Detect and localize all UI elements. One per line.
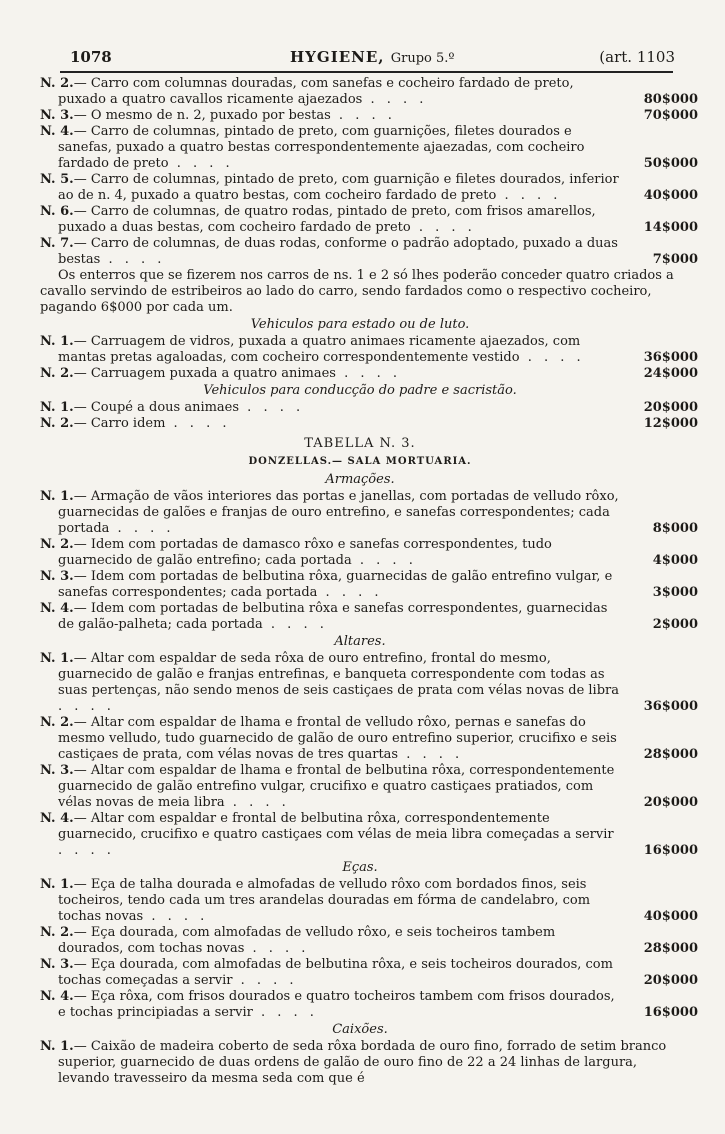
- entry-number: N. 2.: [40, 366, 74, 381]
- entry-number: N. 3.: [40, 569, 74, 584]
- entry-number: N. 1.: [40, 1039, 74, 1054]
- entry-price: 28$000: [643, 747, 698, 762]
- page-header: [60, 48, 675, 68]
- entry-body: [40, 569, 680, 601]
- entry-body: [40, 715, 680, 763]
- entry-body: [40, 989, 680, 1021]
- entry-number: N. 2.: [40, 537, 74, 552]
- estado-list: [40, 334, 698, 382]
- page-number: 1078: [70, 48, 112, 66]
- carros-list: [40, 76, 698, 268]
- tabella-heading: TABELLA N. 3.: [304, 436, 416, 451]
- entry-number: N. 3.: [40, 763, 74, 778]
- entry-price: 14$000: [643, 220, 698, 235]
- entry-price: 3$000: [652, 585, 698, 600]
- entry-text: — Altar com espaldar de lhama e frontal de belbutina rôxa, correspondentemente guarnecido de galão entrefino vulgar, crucifixo e quatro castiçaes pratiados, com vélas novas de meia libra: [58, 763, 615, 810]
- leader-dots: . . . .: [519, 350, 585, 365]
- entry-text: — Carro de columnas, pintado de preto, com guarnição e filetes dourados, inferior ao de n. 4, puxado a quatro bestas, com cocheiro fardado de preto: [58, 172, 619, 203]
- entry-price: 40$000: [643, 188, 698, 203]
- leader-dots: . . . .: [100, 252, 166, 267]
- entry-number: N. 1.: [40, 489, 74, 504]
- leader-dots: . . . .: [58, 699, 115, 714]
- entry-text: — Carruagem de vidros, puxada a quatro animaes ricamente ajaezados, com mantas pretas agaloadas, com cocheiro correspondentemente vestido: [58, 334, 581, 365]
- entry-text: — Carruagem puxada a quatro animaes: [73, 366, 336, 381]
- article-ref: (art. 1103: [599, 48, 675, 66]
- entry-body: [40, 334, 680, 366]
- leader-dots: . . . .: [168, 156, 234, 171]
- price-entry: [40, 172, 698, 204]
- entry-text: — O mesmo de n. 2, puxado por bestas: [73, 108, 331, 123]
- entry-price: 12$000: [643, 416, 698, 431]
- entry-body: [40, 124, 680, 172]
- leader-dots: . . . .: [330, 108, 396, 123]
- entry-body: [40, 877, 680, 925]
- armacoes-list: [40, 489, 698, 633]
- price-entry: [40, 236, 698, 268]
- entry-body: [40, 236, 680, 268]
- entry-body: [40, 76, 680, 108]
- entry-text: — Coupé a dous animaes: [73, 400, 240, 415]
- price-entry: [40, 651, 698, 715]
- entry-price: 36$000: [643, 350, 698, 365]
- entry-price: 24$000: [643, 366, 698, 381]
- entry-price: 20$000: [643, 400, 698, 415]
- entry-text: — Carro de columnas, pintado de preto, com guarnições, filetes dourados e sanefas, puxado a quatro bestas correspondentemente ajaezadas, com cocheiro fardado de preto: [58, 124, 585, 171]
- entry-body: [40, 601, 680, 633]
- entry-body: [40, 416, 680, 432]
- entry-price: 20$000: [643, 795, 698, 810]
- leader-dots: . . . .: [58, 843, 115, 858]
- entry-body: [40, 172, 680, 204]
- entry-text: — Altar com espaldar de lhama e frontal de velludo rôxo, pernas e sanefas do mesmo velludo, tudo guarnecido de galão de ouro entrefino superior, crucifixo e seis castiçaes de prata, com vélas novas de tres quartas: [58, 715, 617, 762]
- entry-price: 20$000: [643, 973, 698, 988]
- entry-price: 50$000: [643, 156, 698, 171]
- price-entry: [40, 366, 698, 382]
- entry-price: 16$000: [643, 1005, 698, 1020]
- price-entry: [40, 108, 698, 124]
- entry-body: [40, 651, 680, 715]
- leader-dots: . . . .: [351, 553, 417, 568]
- entry-text: — Eça de talha dourada e almofadas de velludo rôxo com bordados finos, seis tocheiros, tendo cada um tres arandelas douradas em fórma de candelabro, com tochas novas: [58, 877, 591, 924]
- entry-text: — Carro de columnas, de duas rodas, conforme o padrão adoptado, puxado a duas bestas: [58, 236, 618, 267]
- entry-price: 16$000: [643, 843, 698, 858]
- entry-number: N. 5.: [40, 172, 74, 187]
- price-entry: [40, 763, 698, 811]
- price-entry: [40, 400, 698, 416]
- entry-price: 80$000: [643, 92, 698, 107]
- entry-price: 28$000: [643, 941, 698, 956]
- ecas-list: [40, 877, 698, 1021]
- entry-price: 40$000: [643, 909, 698, 924]
- entry-text: — Idem com portadas de damasco rôxo e sanefas correspondentes, tudo guarnecido de galão entrefino; cada portada: [58, 537, 552, 568]
- entry-price: 7$000: [652, 252, 698, 267]
- price-entry: [40, 416, 698, 432]
- entry-number: N. 2.: [40, 416, 74, 431]
- subheading-estado: Vehiculos para estado ou de luto.: [250, 317, 470, 332]
- price-entry: [40, 204, 698, 236]
- title-text: HYGIENE,: [290, 48, 385, 66]
- entry-number: N. 4.: [40, 124, 74, 139]
- price-entry: [40, 124, 698, 172]
- leader-dots: . . . .: [143, 909, 209, 924]
- entry-body: [40, 957, 680, 989]
- leader-dots: . . . .: [262, 617, 328, 632]
- padre-list: [40, 400, 698, 432]
- entry-body: [40, 763, 680, 811]
- entry-price: 4$000: [652, 553, 698, 568]
- price-entry: [40, 877, 698, 925]
- price-entry: [40, 537, 698, 569]
- leader-dots: . . . .: [244, 941, 310, 956]
- entry-number: N. 1.: [40, 651, 74, 666]
- leader-dots: . . . .: [410, 220, 476, 235]
- leader-dots: . . . .: [224, 795, 290, 810]
- entry-number: N. 4.: [40, 989, 74, 1004]
- entry-price: 8$000: [652, 521, 698, 536]
- entry-body: [40, 811, 680, 859]
- price-entry: [40, 601, 698, 633]
- price-entry: [40, 334, 698, 366]
- entry-text: — Eça dourada, com almofadas de belbutina rôxa, e seis tocheiros dourados, com tochas começadas a servir: [58, 957, 613, 988]
- price-entry: [40, 489, 698, 537]
- leader-dots: . . . .: [232, 973, 298, 988]
- entry-body: [40, 400, 680, 416]
- leader-dots: . . . .: [239, 400, 305, 415]
- subheading-ecas: Eças.: [342, 860, 378, 875]
- entry-body: [40, 489, 680, 537]
- entry-number: N. 6.: [40, 204, 74, 219]
- entry-price: 70$000: [643, 108, 698, 123]
- entry-number: N. 7.: [40, 236, 74, 251]
- group-label: Grupo 5.º: [390, 51, 455, 66]
- subheading-armacoes: Armações.: [325, 472, 395, 487]
- running-title: [290, 48, 455, 66]
- entry-body: [40, 108, 680, 124]
- price-entry: [40, 989, 698, 1021]
- subheading-padre: Vehiculos para conducção do padre e sacristão.: [203, 383, 517, 398]
- entry-body: [40, 366, 680, 382]
- price-entry: [40, 925, 698, 957]
- entry-price: 36$000: [643, 699, 698, 714]
- caixao-entry: [40, 1039, 680, 1087]
- leader-dots: . . . .: [109, 521, 175, 536]
- entry-number: N. 3.: [40, 957, 74, 972]
- leader-dots: . . . .: [335, 366, 402, 381]
- header-rule: [60, 71, 673, 73]
- donzellas-heading: DONZELLAS.— SALA MORTUARIA.: [248, 456, 472, 467]
- price-entry: [40, 811, 698, 859]
- entry-body: [40, 537, 680, 569]
- entry-number: N. 1.: [40, 334, 74, 349]
- entry-text: — Carro de columnas, de quatro rodas, pintado de preto, com frisos amarellos, puxado a duas bestas, com cocheiro fardado de preto: [58, 204, 596, 235]
- entry-text: — Eça rôxa, com frisos dourados e quatro tocheiros tambem com frisos dourados, e tochas principiadas a servir: [58, 989, 615, 1020]
- price-entry: [40, 715, 698, 763]
- entry-number: N. 1.: [40, 400, 74, 415]
- subheading-altares: Altares.: [334, 634, 386, 649]
- entry-number: N. 2.: [40, 925, 74, 940]
- note-paragraph: Os enterros que se fizerem nos carros de ns. 1 e 2 só lhes poderão conceder quatro criados a cavallo servindo de estribeiros ao lado do carro, sendo fardados como o respectivo cocheiro, pagando 6$000 por cada um.: [40, 268, 674, 315]
- price-entry: [40, 569, 698, 601]
- entry-body: [40, 925, 680, 957]
- entry-number: N. 4.: [40, 811, 74, 826]
- leader-dots: . . . .: [317, 585, 383, 600]
- leader-dots: . . . .: [398, 747, 464, 762]
- document-body: [40, 76, 698, 1087]
- entry-number: N. 3.: [40, 108, 74, 123]
- leader-dots: . . . .: [362, 92, 428, 107]
- entry-text: — Altar com espaldar de seda rôxa de ouro entrefino, frontal do mesmo, guarnecido de galão e franjas entrefinas, e banqueta correspondente com todas as suas pertenças, não sendo menos de seis castiçaes de prata com vélas novas de libra: [58, 651, 619, 698]
- entry-text: — Eça dourada, com almofadas de velludo rôxo, e seis tocheiros tambem dourados, com tochas novas: [58, 925, 556, 956]
- leader-dots: . . . .: [165, 416, 231, 431]
- entry-number: N. 2.: [40, 715, 74, 730]
- entry-body: [40, 204, 680, 236]
- leader-dots: . . . .: [252, 1005, 318, 1020]
- subheading-caixoes: Caixões.: [332, 1022, 388, 1037]
- entry-text: — Carro com columnas douradas, com sanefas e cocheiro fardado de preto, puxado a quatro cavallos ricamente ajaezados: [58, 76, 574, 107]
- altares-list: [40, 651, 698, 859]
- price-entry: [40, 76, 698, 108]
- leader-dots: . . . .: [496, 188, 562, 203]
- entry-text: — Idem com portadas de belbutina rôxa e sanefas correspondentes, guarnecidas de galão-palheta; cada portada: [58, 601, 608, 632]
- entry-number: N. 1.: [40, 877, 74, 892]
- entry-text: — Idem com portadas de belbutina rôxa, guarnecidas de galão entrefino vulgar, e sanefas correspondentes; cada portada: [58, 569, 613, 600]
- entry-text: — Carro idem: [73, 416, 166, 431]
- entry-text: — Caixão de madeira coberto de seda rôxa bordada de ouro fino, forrado de setim branco superior, guarnecido de duas ordens de galão de ouro fino de 22 a 24 linhas de largura, levando travesseiro da mesma seda com que é: [58, 1039, 667, 1086]
- entry-number: N. 2.: [40, 76, 74, 91]
- entry-number: N. 4.: [40, 601, 74, 616]
- entry-price: 2$000: [652, 617, 698, 632]
- entry-text: — Armação de vãos interiores das portas e janellas, com portadas de velludo rôxo, guarnecidas de galões e franjas de ouro entrefino, e sanefas correspondentes; cada portada: [58, 489, 619, 536]
- entry-text: — Altar com espaldar e frontal de belbutina rôxa, correspondentemente guarnecido, crucifixo e quatro castiçaes com vélas de meia libra começadas a servir: [58, 811, 614, 842]
- price-entry: [40, 957, 698, 989]
